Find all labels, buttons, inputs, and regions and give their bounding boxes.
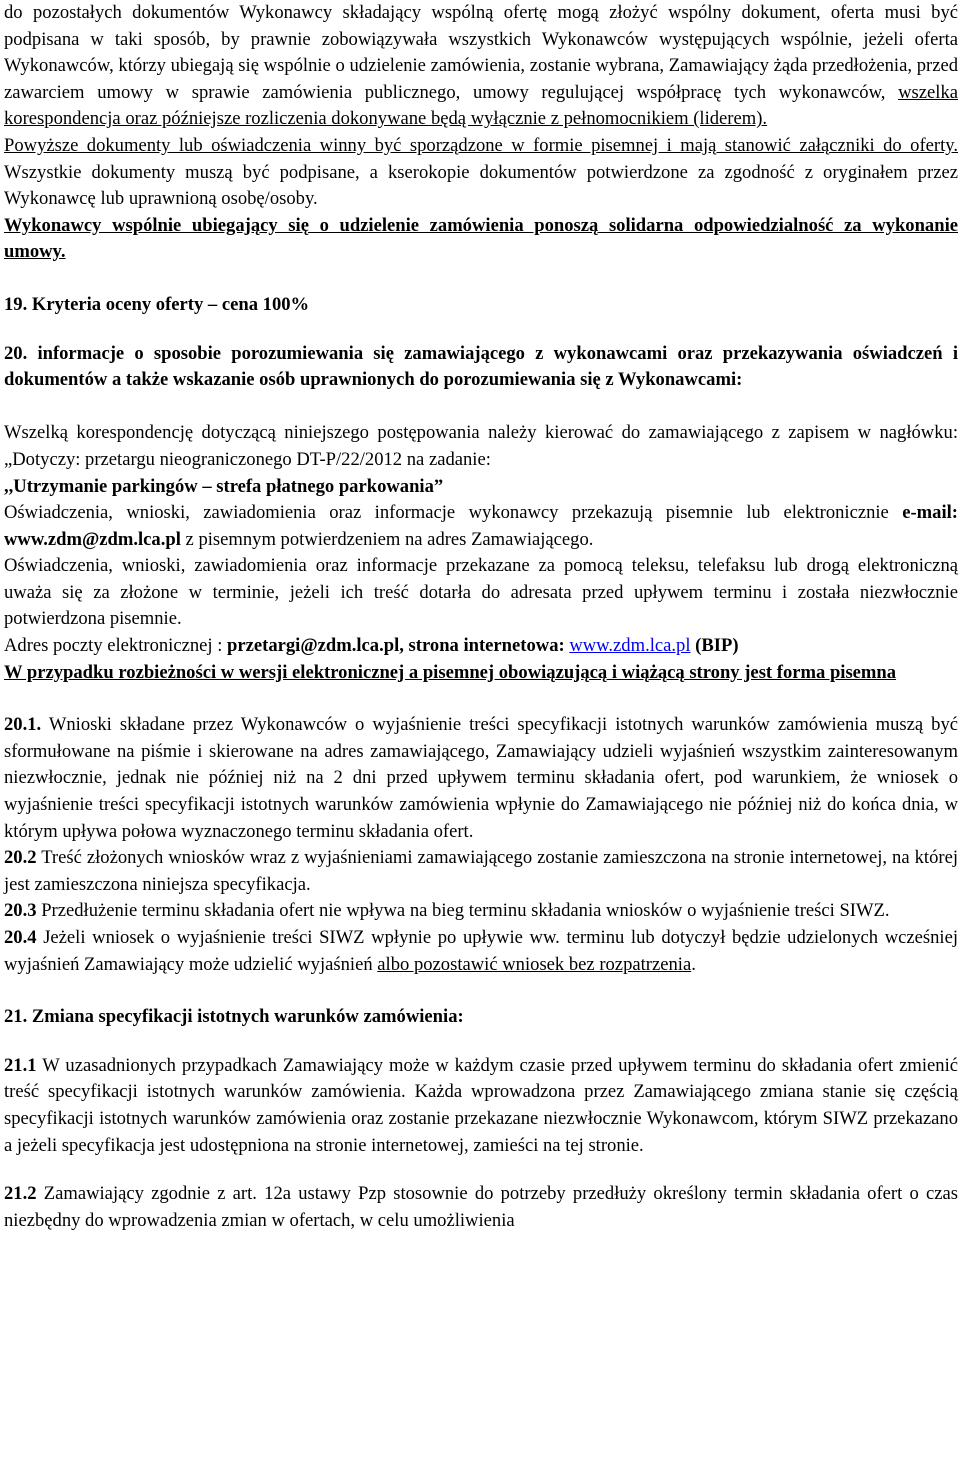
website-link[interactable]: www.zdm.lca.pl — [569, 635, 691, 657]
section-21-2: 21.2 Zamawiający zgodnie z art. 12a ustawy Pzp stosownie do potrzeby przedłuży określony termin składania ofert o czas niezbędny do wprowadzenia zmian w ofertach, w celu umożliwienia — [4, 1183, 958, 1231]
tender-email: przetargi@zdm.lca.pl — [227, 635, 400, 657]
document-page — [4, 0, 958, 1234]
section-number: 20.3 — [4, 900, 37, 922]
intro-paragraph-2: Powyższe dokumenty lub oświadczenia winny być sporządzone w formie pisemnej i mają stanowić załączniki do oferty. Wszystkie dokumenty muszą być podpisane, a kserokopie dokumentów potwierdzone za zgodność z oryginałem przez Wykonawcę lub uprawnioną osobę/osoby. — [4, 134, 958, 210]
attachments-note: Powyższe dokumenty lub oświadczenia winny być sporządzone w formie pisemnej i mają stanowić załączniki do oferty. — [4, 134, 958, 156]
section-number: 20.4 — [4, 927, 37, 948]
section-number: 21.2 — [4, 1183, 37, 1205]
section-21-1: 21.1 W uzasadnionych przypadkach Zamawiający może w każdym czasie przed upływem terminu do składania ofert zmienić treść specyfikacji istotnych warunków zamówienia. Każda wprowadzona przez Zamawiającego zmiana stanie się częścią specyfikacji istotnych warunków zamówienia oraz zostanie przekazane niezwłocznie Wykonawcom, którym SIWZ przekazano a jeżeli specyfikacja jest udostępniona na stronie internetowej, zamieści na tej stronie. — [4, 1054, 958, 1156]
section-19-heading: 19. Kryteria oceny oferty – cena 100% — [4, 293, 310, 315]
contract-title: ,,Utrzymanie parkingów – strefa płatnego parkowania” — [4, 475, 444, 497]
written-form-note: W przypadku rozbieżności w wersji elektronicznej a pisemnej obowiązującą i wiążącą strony jest forma pisemna — [4, 661, 897, 683]
section-20-paragraph-1: Wszelką korespondencję dotyczącą niniejszego postępowania należy kierować do zamawiającego z zapisem w nagłówku: „Dotyczy: przetargu nieograniczonego DT-P/22/2012 na zadanie: ,,Utrzymanie parkingów – strefa płatnego parkowania” — [4, 422, 958, 497]
intro-paragraph-1: do pozostałych dokumentów Wykonawcy składający wspólną ofertę mogą złożyć wspólny dokument, oferta musi być podpisana w taki sposób, by prawnie zobowiązywała wszystkich Wykonawców występujących wspólnie, jeżeli oferta Wykonawców, którzy ubiegają się wspólnie o udzielenie zamówienia, zostanie wybrana, Zamawiający żąda przedłożenia, przed zawarciem umowy w sprawie zamówienia publicznego, umowy regulującej współpracę tych wykonawców, wszelka korespondencja oraz późniejsze rozliczenia dokonywane będą wyłącznie z pełnomocnikiem (liderem). — [4, 2, 958, 130]
contact-email: e-mail: www.zdm@zdm.lca.pl — [4, 502, 958, 550]
section-number: 20.2 — [4, 847, 37, 869]
section-20-2: 20.2 Treść złożonych wniosków wraz z wyjaśnieniami zamawiającego zostanie zamieszczona na stronie internetowej, na której jest zamieszczona niniejsza specyfikacja. — [4, 847, 958, 895]
section-20-paragraph-3: Oświadczenia, wnioski, zawiadomienia oraz informacje przekazane za pomocą teleksu, telefaksu lub drogą elektroniczną uważa się za złożone w terminie, jeżeli ich treść dotarła do adresata przed upływem terminu i została niezwłocznie potwierdzona pisemnie. — [4, 555, 958, 630]
section-number: 20.1. — [4, 714, 42, 736]
section-20-1: 20.1. Wnioski składane przez Wykonawców o wyjaśnienie treści specyfikacji istotnych warunków zamówienia muszą być sformułowane na piśmie i skierowane na adres zamawiającego, Zamawiający udzieli wyjaśnień wszystkim zainteresowanym niezwłocznie, jednak nie później niż na 2 dni przed upływem terminu składania ofert, pod warunkiem, że wniosek o wyjaśnienie treści specyfikacji istotnych warunków zamówienia wpłynie do Zamawiającego nie później niż do końca dnia, w którym upływa połowa wyznaczonego terminu składania ofert. — [4, 714, 958, 842]
section-20-4: 20.4 Jeżeli wniosek o wyjaśnienie treści SIWZ wpłynie po upływie ww. terminu lub dotyczył będzie udzielonych wcześniej wyjaśnień Zamawiający może udzielić wyjaśnień albo pozostawić wniosek bez rozpatrzenia. — [4, 927, 958, 975]
section-20-paragraph-2: Oświadczenia, wnioski, zawiadomienia oraz informacje wykonawcy przekazują pisemnie lub elektronicznie e-mail: www.zdm@zdm.lca.pl z pisemnym potwierdzeniem na adres Zamawiającego. — [4, 502, 958, 550]
section-20-heading: 20. informacje o sposobie porozumiewania się zamawiającego z wykonawcami oraz przekazywania oświadczeń i dokumentów a także wskazanie osób uprawnionych do porozumiewania się z Wykonawcami: — [4, 342, 958, 391]
section-number: 21.1 — [4, 1054, 37, 1076]
section-20-paragraph-4: Adres poczty elektronicznej : przetargi@zdm.lca.pl, strona internetowa: www.zdm.lca.pl (BIP) — [4, 635, 739, 657]
lead-partner-note: wszelka korespondencja oraz późniejsze rozliczenia dokonywane będą wyłącznie z pełnomocnikiem (liderem). — [4, 81, 958, 130]
section-20-3: 20.3 Przedłużenie terminu składania ofert nie wpływa na bieg terminu składania wniosków o wyjaśnienie treści SIWZ. — [4, 900, 890, 922]
joint-liability-note: Wykonawcy wspólnie ubiegający się o udzielenie zamówienia ponoszą solidarna odpowiedzialność za wykonanie umowy. — [4, 214, 958, 263]
section-21-heading: 21. Zmiana specyfikacji istotnych warunków zamówienia: — [4, 1006, 464, 1028]
